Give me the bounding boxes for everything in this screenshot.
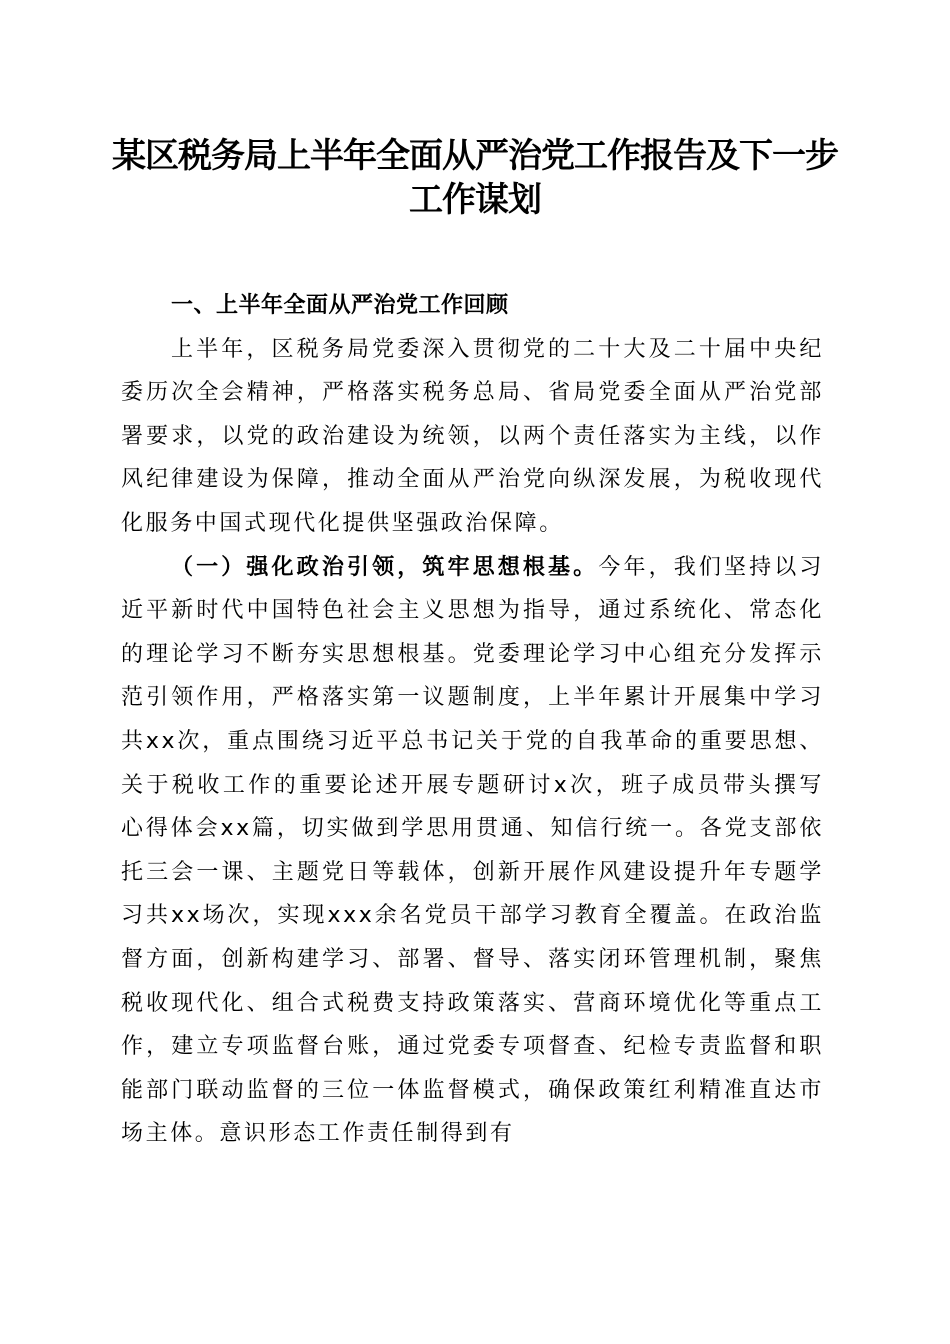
paragraph-intro <box>121 328 824 546</box>
paragraph-lead: （一）强化政治引领，筑牢思想根基。 <box>171 553 599 580</box>
section-heading: 一、上半年全面从严治党工作回顾 <box>171 293 509 318</box>
paragraph-political-leadership <box>121 546 824 1156</box>
document-body <box>121 284 824 1156</box>
paragraph-text: 上半年，区税务局党委深入贯彻党的二十大及二十届中央纪委历次全会精神，严格落实税务总局、省局党委全面从严治党部署要求，以党的政治建设为统领，以两个责任落实为主线，以作风纪律建设为保障，推动全面从严治党向纵深发展，为税收现代化服务中国式现代化提供坚强政治保障。 <box>121 336 824 536</box>
paragraph-text: 今年，我们坚持以习近平新时代中国特色社会主义思想为指导，通过系统化、常态化的理论学习不断夯实思想根基。党委理论学习中心组充分发挥示范引领作用，严格落实第一议题制度，上半年累计开展集中学习共xx次，重点围绕习近平总书记关于党的自我革命的重要思想、关于税收工作的重要论述开展专题研讨x次，班子成员带头撰写心得体会xx篇，切实做到学思用贯通、知信行统一。各党支部依托三会一课、主题党日等载体，创新开展作风建设提升年专题学习共xx场次，实现xxx余名党员干部学习教育全覆盖。在政治监督方面，创新构建学习、部署、督导、落实闭环管理机制，聚焦税收现代化、组合式税费支持政策落实、营商环境优化等重点工作，建立专项监督台账，通过党委专项督查、纪检专责监督和职能部门联动监督的三位一体监督模式，确保政策红利精准直达市场主体。意识形态工作责任制得到有 <box>121 554 824 1147</box>
document-title: 某区税务局上半年全面从严治党工作报告及下一步工作谋划 <box>112 136 838 220</box>
